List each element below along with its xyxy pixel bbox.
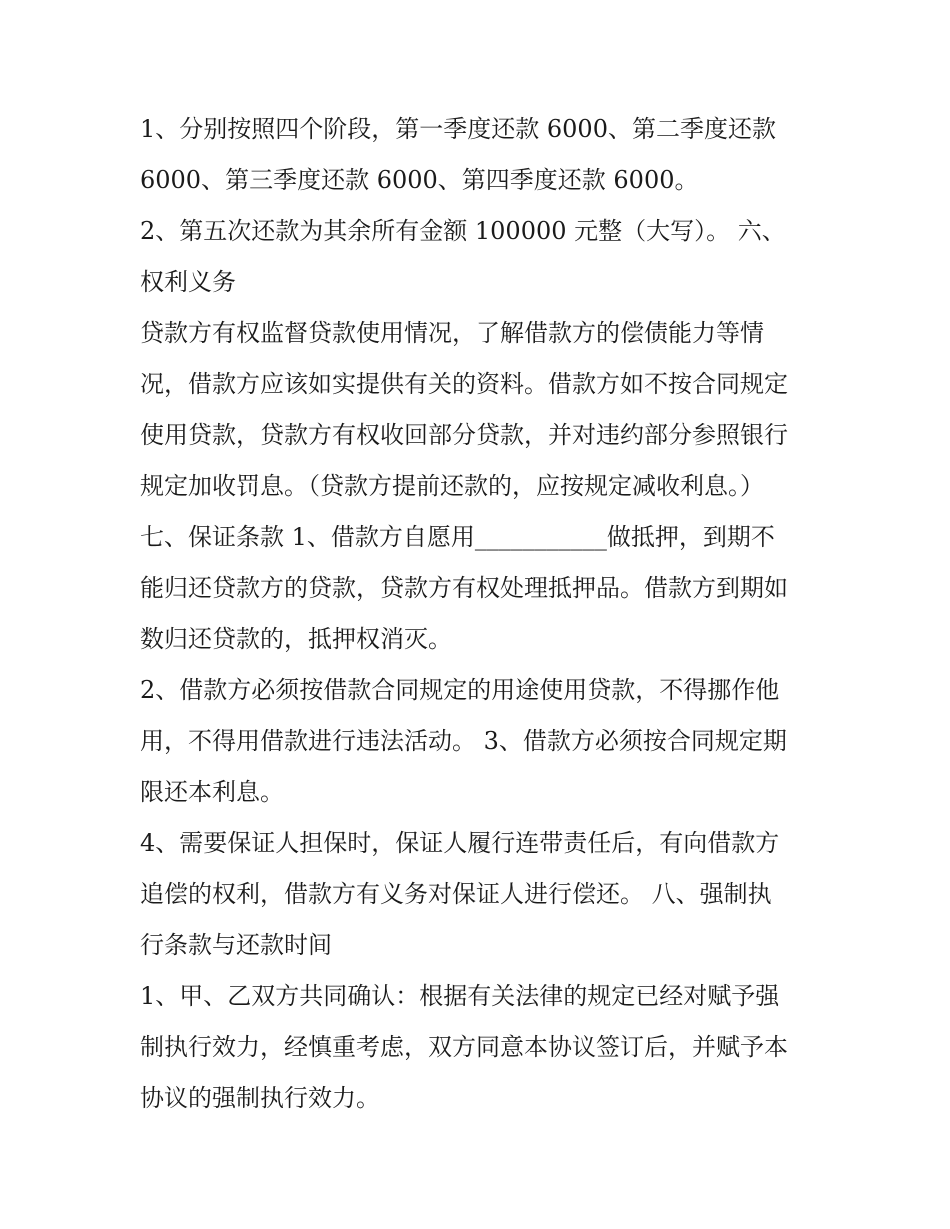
text-line: 规定加收罚息。（贷款方提前还款的，应按规定减收利息。）	[140, 472, 764, 500]
text-line: 贷款方有权监督贷款使用情况，了解借款方的偿债能力等情	[140, 319, 764, 347]
text-line: 1、甲、乙双方共同确认：根据有关法律的规定已经对赋予强	[140, 982, 780, 1010]
text-line: 七、保证条款 1、借款方自愿用___________做抵押，到期不	[140, 523, 775, 551]
text-line: 限还本利息。	[140, 778, 284, 806]
text-line: 1、分别按照四个阶段，第一季度还款 6000、第二季度还款	[140, 115, 776, 143]
text-line: 况，借款方应该如实提供有关的资料。借款方如不按合同规定	[140, 370, 788, 398]
document-body	[140, 104, 820, 1124]
text-line: 能归还贷款方的贷款，贷款方有权处理抵押品。借款方到期如	[140, 574, 788, 602]
text-line: 追偿的权利，借款方有义务对保证人进行偿还。 八、强制执	[140, 880, 772, 908]
text-line: 6000、第三季度还款 6000、第四季度还款 6000。	[140, 166, 699, 194]
text-line: 协议的强制执行效力。	[140, 1084, 380, 1112]
text-line: 数归还贷款的，抵押权消灭。	[140, 625, 452, 653]
text-line: 使用贷款，贷款方有权收回部分贷款，并对违约部分参照银行	[140, 421, 788, 449]
text-line: 制执行效力，经慎重考虑，双方同意本协议签订后，并赋予本	[140, 1033, 788, 1061]
text-line: 2、借款方必须按借款合同规定的用途使用贷款，不得挪作他	[140, 676, 780, 704]
text-line: 权利义务	[140, 268, 236, 296]
text-line: 2、第五次还款为其余所有金额 100000 元整（大写）。 六、	[140, 217, 786, 245]
text-line: 4、需要保证人担保时，保证人履行连带责任后，有向借款方	[140, 829, 780, 857]
text-line: 用，不得用借款进行违法活动。 3、借款方必须按合同规定期	[140, 727, 787, 755]
text-line: 行条款与还款时间	[140, 931, 332, 959]
